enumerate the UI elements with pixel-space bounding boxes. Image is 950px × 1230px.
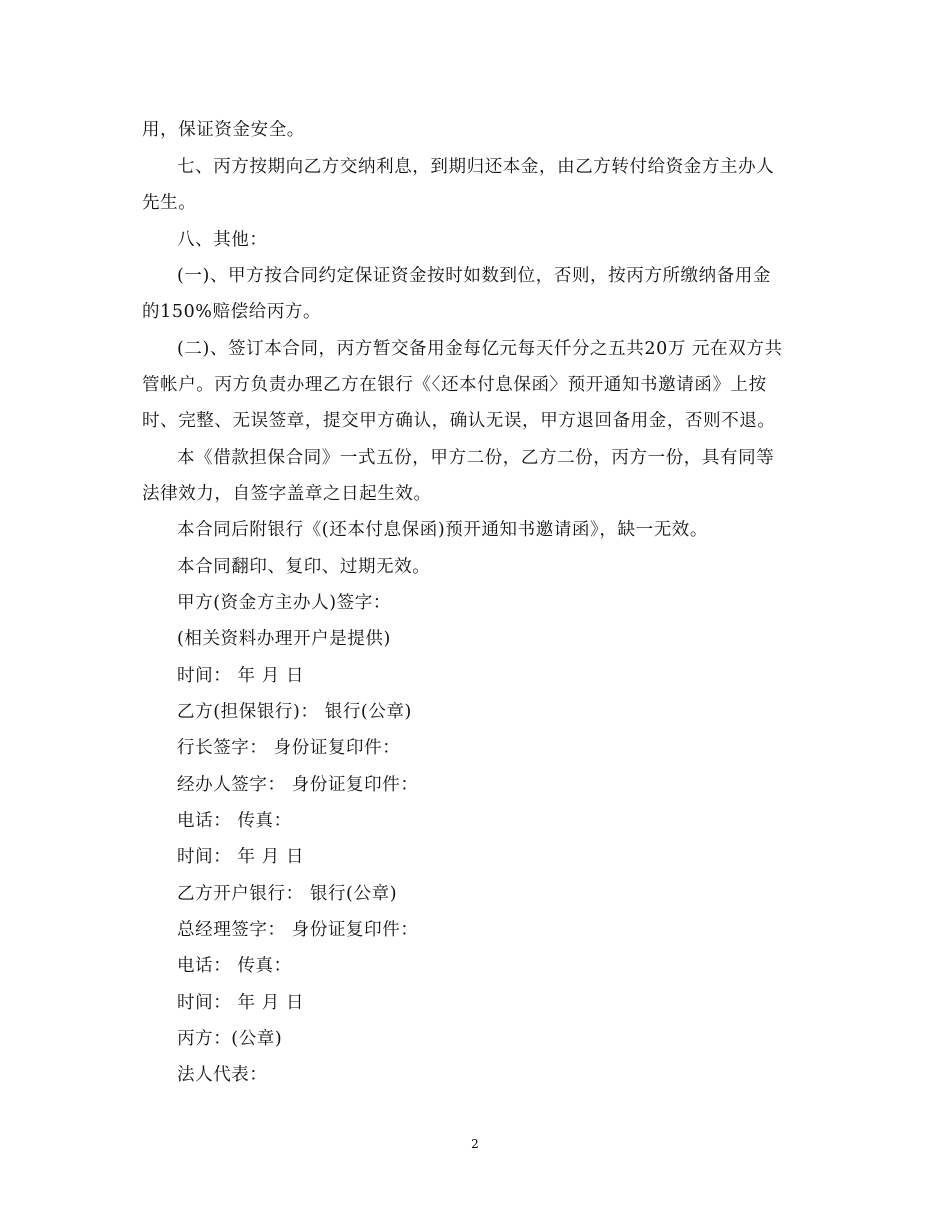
text-line: 经办人签字： 身份证复印件： <box>177 775 419 795</box>
text-line: 时间： 年 月 日 <box>177 993 305 1013</box>
text-line: 行长签字： 身份证复印件： <box>177 738 401 758</box>
text-line: 时间： 年 月 日 <box>177 847 305 867</box>
text-line: (相关资料办理开户是提供) <box>177 629 391 649</box>
text-line: 法人代表： <box>177 1065 268 1085</box>
text-line: 本合同翻印、复印、过期无效。 <box>177 557 431 577</box>
text-line: 时间： 年 月 日 <box>177 666 305 686</box>
text-line: 乙方(担保银行)： 银行(公章) <box>177 702 412 722</box>
text-line: 甲方(资金方主办人)签字： <box>177 593 391 613</box>
text-line: 用，保证资金安全。 <box>142 120 305 140</box>
text-line: 电话： 传真： <box>177 956 292 976</box>
text-line: 法律效力，自签字盖章之日起生效。 <box>142 484 432 504</box>
page-number: 2 <box>471 1137 479 1151</box>
text-line: 本《借款担保合同》一式五份，甲方二份，乙方二份，丙方一份，具有同等 <box>177 448 775 468</box>
text-line: 丙方：(公章) <box>177 1029 283 1049</box>
text-line: 本合同后附银行《(还本付息保函)预开通知书邀请函》，缺一无效。 <box>177 520 709 540</box>
text-line: 七、丙方按期向乙方交纳利息，到期归还本金，由乙方转付给资金方主办人 <box>177 157 775 177</box>
text-line: 八、其他： <box>177 230 268 250</box>
text-line: 总经理签字： 身份证复印件： <box>177 920 419 940</box>
text-line: (一)、甲方按合同约定保证资金按时如数到位，否则，按丙方所缴纳备用金 <box>177 266 772 286</box>
text-line: 的150%赔偿给丙方。 <box>142 302 322 322</box>
text-line: 管帐户。丙方负责办理乙方在银行《〈还本付息保函〉预开通知书邀请函》上按 <box>142 375 767 395</box>
text-line: 电话： 传真： <box>177 811 292 831</box>
text-line: 先生。 <box>142 193 197 213</box>
text-line: 乙方开户银行： 银行(公章) <box>177 884 398 904</box>
text-line: 时、完整、无误签章，提交甲方确认，确认无误，甲方退回备用金，否则不退。 <box>142 411 776 431</box>
text-line: (二)、签订本合同，丙方暂交备用金每亿元每天仟分之五共20万 元在双方共 <box>177 339 783 359</box>
